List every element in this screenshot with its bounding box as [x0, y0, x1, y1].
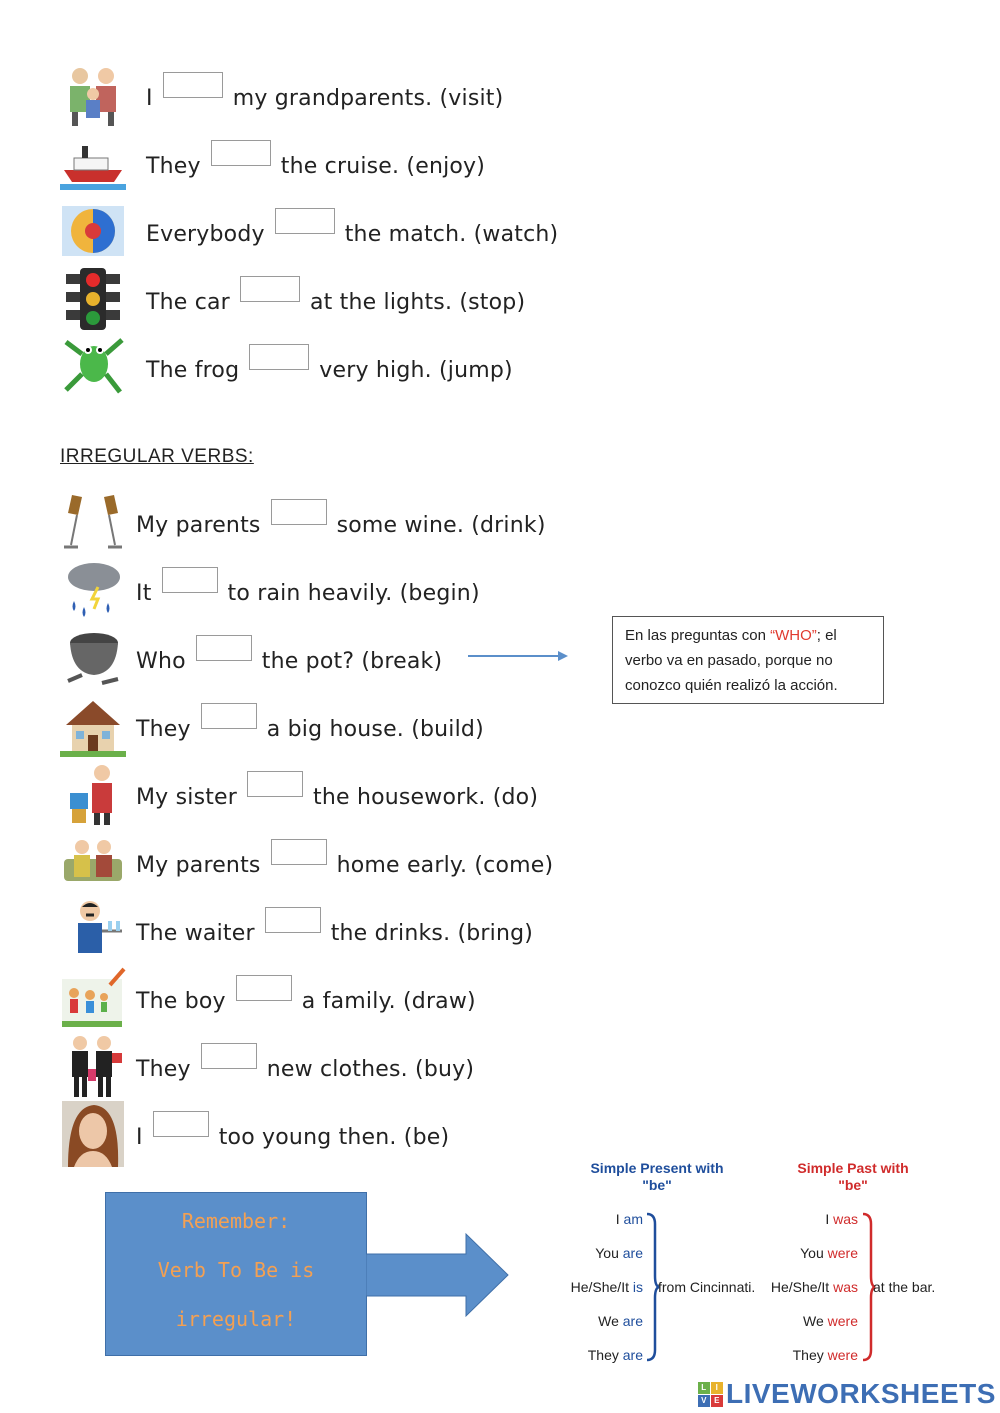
frog-icon — [60, 334, 126, 400]
past-verb: was — [833, 1279, 858, 1295]
past-verb: were — [827, 1347, 858, 1363]
sentence-end: the cruise. (enjoy) — [280, 154, 486, 179]
sentence-start: The boy — [136, 989, 226, 1014]
parents-icon — [60, 829, 126, 895]
present-subject: They — [587, 1347, 619, 1363]
present-subject: We — [598, 1313, 619, 1329]
exercise-row — [0, 897, 1000, 965]
present-title-line-1: Simple Present with — [590, 1160, 724, 1176]
exercise-row — [0, 334, 1000, 402]
sentence-end: at the lights. (stop) — [309, 290, 526, 315]
present-subject: He/She/It — [570, 1279, 629, 1295]
exercise-row — [0, 1101, 1000, 1169]
answer-input[interactable] — [271, 839, 327, 865]
past-subject: We — [803, 1313, 824, 1329]
sentence-start: They — [136, 717, 191, 742]
answer-input[interactable] — [162, 567, 218, 593]
waiter-icon — [60, 897, 126, 963]
grandparents-icon — [60, 62, 126, 128]
liveworksheets-logo[interactable] — [698, 1378, 996, 1410]
sentence-start: It — [136, 581, 152, 606]
arrow-icon — [466, 648, 572, 664]
brand-logo-letter: V — [698, 1395, 710, 1407]
sentence-end: to rain heavily. (begin) — [227, 581, 480, 606]
remember-line-1: Remember: — [181, 1209, 291, 1233]
brand-logo-icon — [698, 1382, 723, 1407]
sentence-start: My parents — [136, 853, 261, 878]
sentence-end: new clothes. (buy) — [266, 1057, 475, 1082]
sentence-start: I — [136, 1125, 143, 1150]
answer-input[interactable] — [211, 140, 271, 166]
rain-cloud-icon — [60, 557, 126, 623]
past-verb: was — [833, 1211, 858, 1227]
brand-logo-letter: I — [711, 1382, 723, 1394]
sentence-end: some wine. (drink) — [336, 513, 546, 538]
present-row — [571, 1279, 643, 1295]
answer-input[interactable] — [249, 344, 309, 370]
present-be-title — [582, 1160, 732, 1194]
past-row — [800, 1245, 858, 1261]
exercise-sentence — [146, 80, 503, 112]
exercise-sentence — [136, 711, 484, 743]
exercise-sentence — [136, 643, 442, 675]
exercise-row — [0, 266, 1000, 334]
sentence-end: the match. (watch) — [344, 222, 559, 247]
exercise-row — [0, 829, 1000, 897]
remember-line-2: Verb To Be is — [157, 1258, 315, 1282]
shopping-icon — [60, 1033, 126, 1099]
football-icon — [60, 198, 126, 264]
present-row — [616, 1211, 643, 1227]
answer-input[interactable] — [163, 72, 223, 98]
exercise-sentence — [136, 1051, 474, 1083]
answer-input[interactable] — [240, 276, 300, 302]
answer-input[interactable] — [275, 208, 335, 234]
exercise-row — [0, 557, 1000, 625]
past-verb: were — [827, 1245, 858, 1261]
present-verb: am — [623, 1211, 643, 1227]
present-row — [588, 1347, 643, 1363]
present-verb: are — [622, 1347, 643, 1363]
sentence-start: They — [146, 154, 201, 179]
present-verb: are — [622, 1245, 643, 1261]
brand-logo-letter: L — [698, 1382, 710, 1394]
answer-input[interactable] — [153, 1111, 209, 1137]
brand-name: LIVEWORKSHEETS — [726, 1378, 996, 1409]
exercise-sentence — [136, 915, 533, 947]
present-verb: are — [622, 1313, 643, 1329]
right-arrow-icon — [366, 1232, 512, 1318]
young-woman-icon — [60, 1101, 126, 1167]
answer-input[interactable] — [201, 703, 257, 729]
sentence-end: the drinks. (bring) — [330, 921, 534, 946]
sentence-end: too young then. (be) — [218, 1125, 450, 1150]
exercise-sentence — [136, 575, 480, 607]
exercise-sentence — [136, 779, 538, 811]
exercise-sentence — [146, 352, 513, 384]
past-complement: at the bar. — [873, 1279, 936, 1295]
past-verb: were — [827, 1313, 858, 1329]
past-subject: He/She/It — [770, 1279, 830, 1295]
section-heading: IRREGULAR VERBS: — [60, 446, 254, 467]
sentence-end: a big house. (build) — [266, 717, 484, 742]
sentence-end: a family. (draw) — [301, 989, 476, 1014]
exercise-row — [0, 130, 1000, 198]
answer-input[interactable] — [271, 499, 327, 525]
who-note — [612, 616, 884, 704]
note-who: “WHO” — [770, 627, 817, 644]
note-text-end: ; el verbo va en pasado, porque no conozco quién realizó la acción. — [625, 627, 838, 694]
sentence-end: home early. (come) — [336, 853, 554, 878]
past-row — [793, 1347, 858, 1363]
sentence-start: The frog — [146, 358, 240, 383]
past-row — [803, 1313, 858, 1329]
sentence-end: very high. (jump) — [319, 358, 513, 383]
exercise-row — [0, 761, 1000, 829]
sentence-start: I — [146, 86, 153, 111]
answer-input[interactable] — [265, 907, 321, 933]
exercise-sentence — [136, 507, 546, 539]
answer-input[interactable] — [201, 1043, 257, 1069]
present-verb: is — [632, 1279, 643, 1295]
present-title-line-2: "be" — [642, 1177, 672, 1193]
exercise-sentence — [136, 847, 553, 879]
house-icon — [60, 693, 126, 759]
sentence-start: Who — [136, 649, 186, 674]
exercise-sentence — [146, 148, 485, 180]
exercise-row — [0, 489, 1000, 557]
family-drawing-icon — [60, 965, 126, 1031]
exercise-row — [0, 62, 1000, 130]
past-row — [825, 1211, 858, 1227]
present-complement: from Cincinnati. — [658, 1279, 756, 1295]
sentence-start: They — [136, 1057, 191, 1082]
sentence-end: the pot? (break) — [261, 649, 443, 674]
present-subject: You — [595, 1245, 619, 1261]
sentence-start: The car — [146, 290, 230, 315]
past-subject: They — [792, 1347, 824, 1363]
wine-glasses-icon — [60, 489, 126, 555]
past-subject: I — [825, 1211, 830, 1227]
housework-icon — [60, 761, 126, 827]
exercise-row — [0, 1033, 1000, 1101]
sentence-end: my grandparents. (visit) — [232, 86, 504, 111]
present-row — [598, 1313, 643, 1329]
exercise-sentence — [136, 983, 476, 1015]
sentence-start: My sister — [136, 785, 238, 810]
past-title-line-2: "be" — [838, 1177, 868, 1193]
sentence-end: the housework. (do) — [313, 785, 539, 810]
past-subject: You — [800, 1245, 824, 1261]
past-be-title — [778, 1160, 928, 1194]
answer-input[interactable] — [196, 635, 252, 661]
brand-logo-letter: E — [711, 1395, 723, 1407]
exercise-sentence — [136, 1119, 449, 1151]
broken-pot-icon — [60, 625, 126, 691]
cruise-ship-icon — [60, 130, 126, 196]
traffic-light-icon — [60, 266, 126, 332]
answer-input[interactable] — [247, 771, 303, 797]
exercise-row — [0, 965, 1000, 1033]
present-subject: I — [615, 1211, 620, 1227]
sentence-start: Everybody — [146, 222, 265, 247]
past-title-line-1: Simple Past with — [797, 1160, 909, 1176]
exercise-sentence — [146, 216, 558, 248]
present-row — [595, 1245, 643, 1261]
exercise-row — [0, 693, 1000, 761]
exercise-row — [0, 198, 1000, 266]
sentence-start: My parents — [136, 513, 261, 538]
remember-box — [105, 1192, 367, 1356]
past-row — [771, 1279, 858, 1295]
exercise-sentence — [146, 284, 525, 316]
remember-line-3: irregular! — [175, 1307, 297, 1331]
sentence-start: The waiter — [136, 921, 255, 946]
note-text-start: En las preguntas con — [625, 627, 771, 644]
answer-input[interactable] — [236, 975, 292, 1001]
